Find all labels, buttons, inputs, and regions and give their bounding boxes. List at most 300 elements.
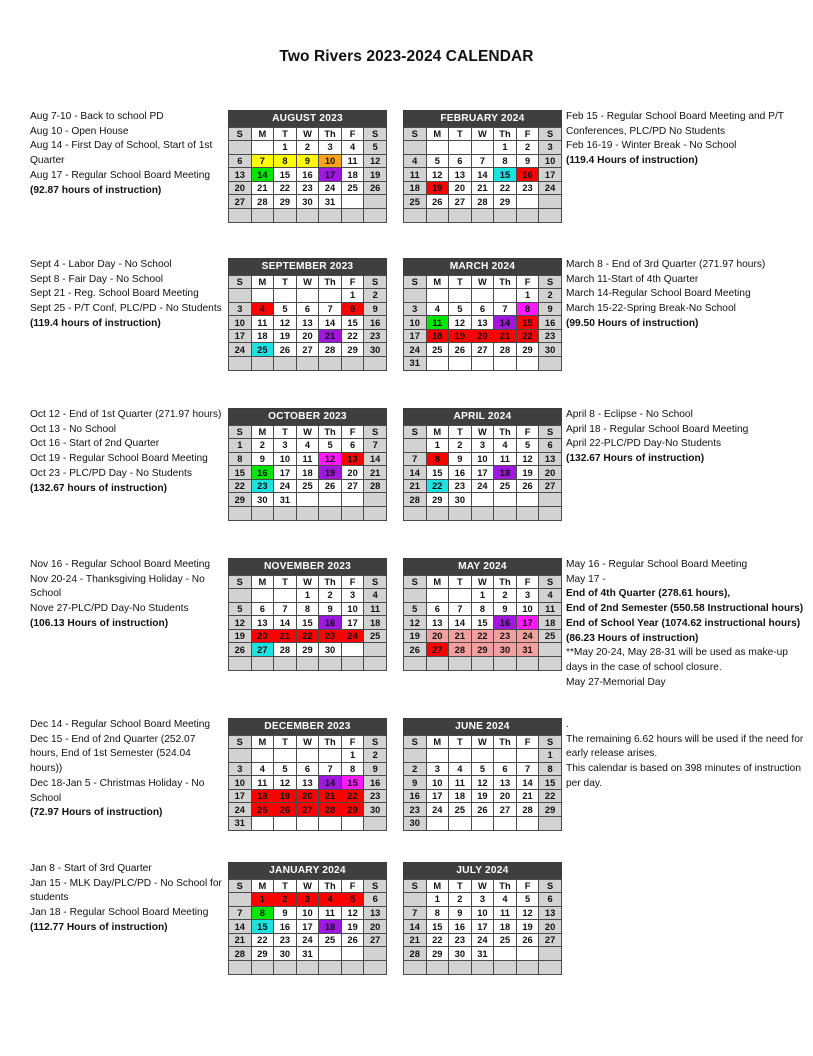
- weekday-header: Th: [319, 879, 342, 893]
- empty-day-cell: [403, 289, 426, 303]
- week-row: [229, 602, 387, 616]
- day-cell: 3: [341, 589, 364, 603]
- day-cell: 1: [471, 589, 494, 603]
- day-cell: 18: [426, 329, 449, 343]
- empty-day-cell: [364, 209, 387, 223]
- weekday-header: S: [403, 275, 426, 289]
- month-pair: [228, 110, 560, 223]
- empty-day-cell: [403, 749, 426, 763]
- day-cell: 2: [494, 589, 517, 603]
- day-cell: 27: [251, 643, 274, 657]
- calendar-row: [0, 558, 813, 690]
- day-cell: 19: [274, 329, 297, 343]
- day-cell: 5: [274, 762, 297, 776]
- day-cell: 5: [426, 154, 449, 168]
- weekday-header: W: [296, 735, 319, 749]
- month-title: MAY 2024: [403, 558, 562, 575]
- day-cell: 18: [494, 466, 517, 480]
- day-cell: 31: [229, 817, 252, 831]
- weekday-header: Th: [319, 575, 342, 589]
- day-cell: 25: [296, 479, 319, 493]
- day-cell: 28: [274, 643, 297, 657]
- empty-day-cell: [426, 289, 449, 303]
- day-cell: 1: [426, 893, 449, 907]
- week-row: [403, 209, 561, 223]
- page-title: Two Rivers 2023-2024 CALENDAR: [279, 48, 534, 65]
- day-cell: 24: [516, 629, 539, 643]
- week-row: [403, 961, 561, 975]
- day-cell: 10: [471, 906, 494, 920]
- day-cell: 2: [274, 893, 297, 907]
- note-line: Oct 19 - Regular School Board Meeting: [30, 453, 208, 465]
- week-row: [229, 643, 387, 657]
- day-cell: 11: [251, 776, 274, 790]
- day-cell: 10: [229, 776, 252, 790]
- empty-day-cell: [341, 507, 364, 521]
- note-line: Oct 23 - PLC/PD Day - No Students: [30, 467, 192, 479]
- month-calendar: [228, 258, 387, 371]
- day-cell: 20: [539, 466, 562, 480]
- day-cell: 27: [296, 803, 319, 817]
- empty-day-cell: [251, 507, 274, 521]
- day-cell: 19: [516, 466, 539, 480]
- day-cell: 16: [539, 316, 562, 330]
- note-line: Nov 20-24 - Thanksgiving Holiday - No School: [30, 573, 205, 600]
- weekday-header: M: [426, 425, 449, 439]
- day-cell: 8: [471, 602, 494, 616]
- note-line: **May 20-24, May 28-31 will be used as make-up days in the case of school closure.: [566, 647, 788, 673]
- weekday-header: W: [296, 127, 319, 141]
- empty-day-cell: [251, 141, 274, 155]
- day-cell: 17: [296, 920, 319, 934]
- note-line: (106.13 Hours of instruction): [30, 617, 169, 629]
- day-cell: 24: [319, 181, 342, 195]
- day-cell: 19: [274, 789, 297, 803]
- day-cell: 22: [251, 933, 274, 947]
- day-cell: 11: [494, 452, 517, 466]
- weekday-header: S: [364, 575, 387, 589]
- day-cell: 2: [251, 439, 274, 453]
- week-row: [229, 154, 387, 168]
- day-cell: 31: [319, 195, 342, 209]
- empty-day-cell: [471, 493, 494, 507]
- day-cell: 28: [471, 195, 494, 209]
- day-cell: 25: [403, 195, 426, 209]
- week-row: [229, 439, 387, 453]
- day-cell: 15: [539, 776, 562, 790]
- day-cell: 19: [341, 920, 364, 934]
- day-cell: 24: [296, 933, 319, 947]
- day-cell: 29: [471, 643, 494, 657]
- day-cell: 15: [341, 316, 364, 330]
- week-row: [403, 629, 561, 643]
- empty-day-cell: [296, 749, 319, 763]
- empty-day-cell: [449, 209, 472, 223]
- note-line: The remaining 6.62 hours will be used if the need for early release arises.: [566, 733, 804, 760]
- day-cell: 28: [403, 947, 426, 961]
- day-cell: 7: [319, 302, 342, 316]
- empty-day-cell: [494, 289, 517, 303]
- empty-day-cell: [449, 657, 472, 671]
- weekday-header: T: [274, 575, 297, 589]
- empty-day-cell: [251, 209, 274, 223]
- week-row: [229, 893, 387, 907]
- note-line: (86.23 Hours of instruction): [566, 632, 699, 644]
- day-cell: 14: [516, 776, 539, 790]
- day-cell: 17: [403, 329, 426, 343]
- day-cell: 1: [296, 589, 319, 603]
- weekday-header: T: [449, 735, 472, 749]
- day-cell: 19: [516, 920, 539, 934]
- day-cell: 16: [274, 920, 297, 934]
- day-cell: 3: [516, 589, 539, 603]
- day-cell: 3: [319, 141, 342, 155]
- month-calendar: [228, 718, 387, 831]
- day-cell: 2: [449, 439, 472, 453]
- day-cell: 21: [449, 629, 472, 643]
- empty-day-cell: [471, 817, 494, 831]
- empty-day-cell: [319, 209, 342, 223]
- day-cell: 21: [403, 479, 426, 493]
- day-cell: 19: [471, 789, 494, 803]
- day-cell: 24: [471, 479, 494, 493]
- week-row: [403, 616, 561, 630]
- day-cell: 14: [319, 316, 342, 330]
- day-cell: 1: [341, 289, 364, 303]
- empty-day-cell: [403, 961, 426, 975]
- day-cell: 13: [449, 168, 472, 182]
- month-calendar: [228, 408, 387, 521]
- week-row: [403, 920, 561, 934]
- day-cell: 23: [403, 803, 426, 817]
- week-row: [403, 439, 561, 453]
- week-row: [403, 168, 561, 182]
- weekday-header: F: [516, 425, 539, 439]
- note-line: (132.67 Hours of instruction): [566, 453, 705, 465]
- day-cell: 15: [251, 920, 274, 934]
- empty-day-cell: [471, 357, 494, 371]
- note-line: Aug 17 - Regular School Board Meeting: [30, 169, 211, 181]
- day-cell: 11: [296, 452, 319, 466]
- empty-day-cell: [229, 141, 252, 155]
- note-line: Dec 14 - Regular School Board Meeting: [30, 719, 211, 730]
- day-cell: 2: [364, 749, 387, 763]
- day-cell: 29: [426, 493, 449, 507]
- day-cell: 10: [319, 154, 342, 168]
- day-cell: 22: [341, 329, 364, 343]
- week-row: [229, 589, 387, 603]
- day-cell: 10: [516, 602, 539, 616]
- month-pair: [228, 558, 560, 671]
- day-cell: 17: [341, 616, 364, 630]
- day-cell: 24: [341, 629, 364, 643]
- notes-left-column: [0, 258, 228, 332]
- day-cell: 3: [471, 893, 494, 907]
- note-line: Oct 16 - Start of 2nd Quarter: [30, 438, 160, 450]
- month-calendar: [403, 110, 562, 223]
- day-cell: 30: [319, 643, 342, 657]
- day-cell: 8: [539, 762, 562, 776]
- day-cell: 8: [274, 154, 297, 168]
- day-cell: 21: [274, 629, 297, 643]
- day-cell: 14: [403, 466, 426, 480]
- note-line: Feb 16-19 - Winter Break - No School: [566, 140, 737, 152]
- note-line: March 14-Regular School Board Meeting: [566, 288, 751, 300]
- weekday-header: F: [516, 879, 539, 893]
- day-cell: 7: [403, 452, 426, 466]
- weekday-header: M: [251, 575, 274, 589]
- weekday-header: S: [539, 127, 562, 141]
- day-cell: 28: [364, 479, 387, 493]
- weekday-header: Th: [494, 575, 517, 589]
- note-line: End of School Year (1074.62 instructional hours): [566, 617, 801, 629]
- day-cell: 22: [341, 789, 364, 803]
- day-cell: 9: [274, 906, 297, 920]
- empty-day-cell: [539, 643, 562, 657]
- week-row: [403, 507, 561, 521]
- day-cell: 30: [449, 947, 472, 961]
- day-cell: 22: [296, 629, 319, 643]
- day-cell: 20: [229, 181, 252, 195]
- day-cell: 26: [229, 643, 252, 657]
- day-cell: 26: [274, 343, 297, 357]
- empty-day-cell: [516, 209, 539, 223]
- empty-day-cell: [494, 657, 517, 671]
- empty-day-cell: [539, 657, 562, 671]
- day-cell: 11: [539, 602, 562, 616]
- weekday-header: F: [516, 275, 539, 289]
- empty-day-cell: [449, 141, 472, 155]
- day-cell: 3: [274, 439, 297, 453]
- weekday-header: S: [539, 275, 562, 289]
- day-cell: 17: [539, 168, 562, 182]
- week-row: [229, 493, 387, 507]
- empty-day-cell: [471, 141, 494, 155]
- weekday-header: Th: [319, 127, 342, 141]
- empty-day-cell: [319, 289, 342, 303]
- note-line: Jan 8 - Start of 3rd Quarter: [30, 863, 152, 874]
- weekday-header: F: [341, 735, 364, 749]
- week-row: [403, 452, 561, 466]
- day-cell: 25: [251, 343, 274, 357]
- day-cell: 20: [364, 920, 387, 934]
- day-cell: 31: [516, 643, 539, 657]
- empty-day-cell: [341, 357, 364, 371]
- empty-day-cell: [274, 749, 297, 763]
- day-cell: 24: [426, 803, 449, 817]
- note-line: (92.87 hours of instruction): [30, 184, 162, 196]
- empty-day-cell: [449, 507, 472, 521]
- day-cell: 15: [341, 776, 364, 790]
- week-row: [403, 749, 561, 763]
- note-line: May 17 -: [566, 573, 606, 585]
- day-cell: 7: [516, 762, 539, 776]
- day-cell: 1: [229, 439, 252, 453]
- empty-day-cell: [364, 643, 387, 657]
- week-row: [403, 302, 561, 316]
- week-row: [403, 776, 561, 790]
- day-cell: 1: [516, 289, 539, 303]
- day-cell: 5: [274, 302, 297, 316]
- empty-day-cell: [251, 817, 274, 831]
- day-cell: 18: [364, 616, 387, 630]
- day-cell: 4: [403, 154, 426, 168]
- month-calendar: [228, 110, 387, 223]
- empty-day-cell: [364, 817, 387, 831]
- weekday-header: S: [539, 735, 562, 749]
- month-title: APRIL 2024: [403, 408, 562, 425]
- week-row: [229, 181, 387, 195]
- empty-day-cell: [319, 961, 342, 975]
- day-cell: 15: [494, 168, 517, 182]
- day-cell: 9: [494, 602, 517, 616]
- note-line: Sept 8 - Fair Day - No School: [30, 273, 164, 285]
- day-cell: 1: [341, 749, 364, 763]
- day-cell: 6: [364, 893, 387, 907]
- day-cell: 10: [296, 906, 319, 920]
- empty-day-cell: [364, 507, 387, 521]
- day-cell: 10: [539, 154, 562, 168]
- day-cell: 16: [449, 920, 472, 934]
- empty-day-cell: [296, 817, 319, 831]
- month-calendar: [228, 558, 387, 671]
- day-cell: 23: [494, 629, 517, 643]
- weekday-header: W: [296, 879, 319, 893]
- day-cell: 16: [319, 616, 342, 630]
- week-row: [229, 906, 387, 920]
- weekday-header: T: [274, 735, 297, 749]
- day-cell: 23: [364, 329, 387, 343]
- day-cell: 4: [539, 589, 562, 603]
- empty-day-cell: [539, 493, 562, 507]
- note-line: End of 4th Quarter (278.61 hours),: [566, 588, 731, 600]
- day-cell: 8: [341, 762, 364, 776]
- empty-day-cell: [319, 357, 342, 371]
- empty-day-cell: [229, 209, 252, 223]
- day-cell: 25: [251, 803, 274, 817]
- note-line: This calendar is based on 398 minutes of instruction per day.: [566, 763, 802, 789]
- empty-day-cell: [319, 657, 342, 671]
- notes-left-column: [0, 718, 228, 821]
- day-cell: 30: [296, 195, 319, 209]
- week-row: [403, 789, 561, 803]
- day-cell: 30: [251, 493, 274, 507]
- month-title: AUGUST 2023: [228, 110, 387, 127]
- day-cell: 17: [471, 466, 494, 480]
- day-cell: 28: [229, 947, 252, 961]
- empty-day-cell: [426, 357, 449, 371]
- day-cell: 14: [274, 616, 297, 630]
- note-line: (99.50 Hours of instruction): [566, 317, 699, 329]
- day-cell: 22: [539, 789, 562, 803]
- day-cell: 18: [539, 616, 562, 630]
- day-cell: 24: [274, 479, 297, 493]
- day-cell: 17: [229, 329, 252, 343]
- empty-day-cell: [274, 817, 297, 831]
- day-cell: 14: [494, 316, 517, 330]
- weekday-header: Th: [494, 735, 517, 749]
- day-cell: 22: [471, 629, 494, 643]
- day-cell: 17: [319, 168, 342, 182]
- week-row: [229, 947, 387, 961]
- day-cell: 31: [403, 357, 426, 371]
- week-row: [229, 141, 387, 155]
- day-cell: 9: [449, 906, 472, 920]
- empty-day-cell: [296, 507, 319, 521]
- notes-right-column: [560, 110, 813, 169]
- weekday-header: W: [296, 425, 319, 439]
- notes-right-column: [560, 558, 813, 690]
- day-cell: 27: [426, 643, 449, 657]
- day-cell: 13: [229, 168, 252, 182]
- note-line: April 8 - Eclipse - No School: [566, 409, 693, 420]
- weekday-header: M: [426, 127, 449, 141]
- month-title: JULY 2024: [403, 862, 562, 879]
- day-cell: 20: [251, 629, 274, 643]
- note-line: May 16 - Regular School Board Meeting: [566, 559, 748, 570]
- day-cell: 6: [229, 154, 252, 168]
- day-cell: 20: [426, 629, 449, 643]
- day-cell: 18: [494, 920, 517, 934]
- notes-right-column: [560, 408, 813, 467]
- empty-day-cell: [274, 289, 297, 303]
- empty-day-cell: [426, 749, 449, 763]
- week-row: [403, 316, 561, 330]
- empty-day-cell: [296, 657, 319, 671]
- note-line: Aug 10 - Open House: [30, 125, 129, 137]
- day-cell: 29: [516, 343, 539, 357]
- empty-day-cell: [449, 357, 472, 371]
- note-line: April 18 - Regular School Board Meeting: [566, 423, 749, 435]
- empty-day-cell: [229, 749, 252, 763]
- empty-day-cell: [403, 589, 426, 603]
- empty-day-cell: [426, 589, 449, 603]
- day-cell: 22: [426, 479, 449, 493]
- weekday-header: S: [229, 425, 252, 439]
- empty-day-cell: [296, 493, 319, 507]
- day-cell: 26: [449, 343, 472, 357]
- empty-day-cell: [539, 357, 562, 371]
- day-cell: 13: [471, 316, 494, 330]
- day-cell: 23: [364, 789, 387, 803]
- empty-day-cell: [539, 209, 562, 223]
- week-row: [229, 776, 387, 790]
- day-cell: 17: [426, 789, 449, 803]
- day-cell: 31: [274, 493, 297, 507]
- day-cell: 17: [274, 466, 297, 480]
- day-cell: 31: [296, 947, 319, 961]
- note-line: .: [566, 719, 569, 730]
- weekday-header: M: [251, 275, 274, 289]
- weekday-header: T: [274, 879, 297, 893]
- day-cell: 6: [539, 439, 562, 453]
- empty-day-cell: [403, 141, 426, 155]
- weekday-header: T: [449, 879, 472, 893]
- day-cell: 30: [403, 817, 426, 831]
- day-cell: 10: [341, 602, 364, 616]
- day-cell: 27: [449, 195, 472, 209]
- empty-day-cell: [494, 749, 517, 763]
- week-row: [403, 817, 561, 831]
- day-cell: 30: [364, 803, 387, 817]
- day-cell: 12: [516, 452, 539, 466]
- day-cell: 29: [229, 493, 252, 507]
- weekday-header: F: [341, 575, 364, 589]
- day-cell: 29: [341, 803, 364, 817]
- day-cell: 9: [539, 302, 562, 316]
- weekday-header: T: [449, 425, 472, 439]
- weekday-header: M: [426, 575, 449, 589]
